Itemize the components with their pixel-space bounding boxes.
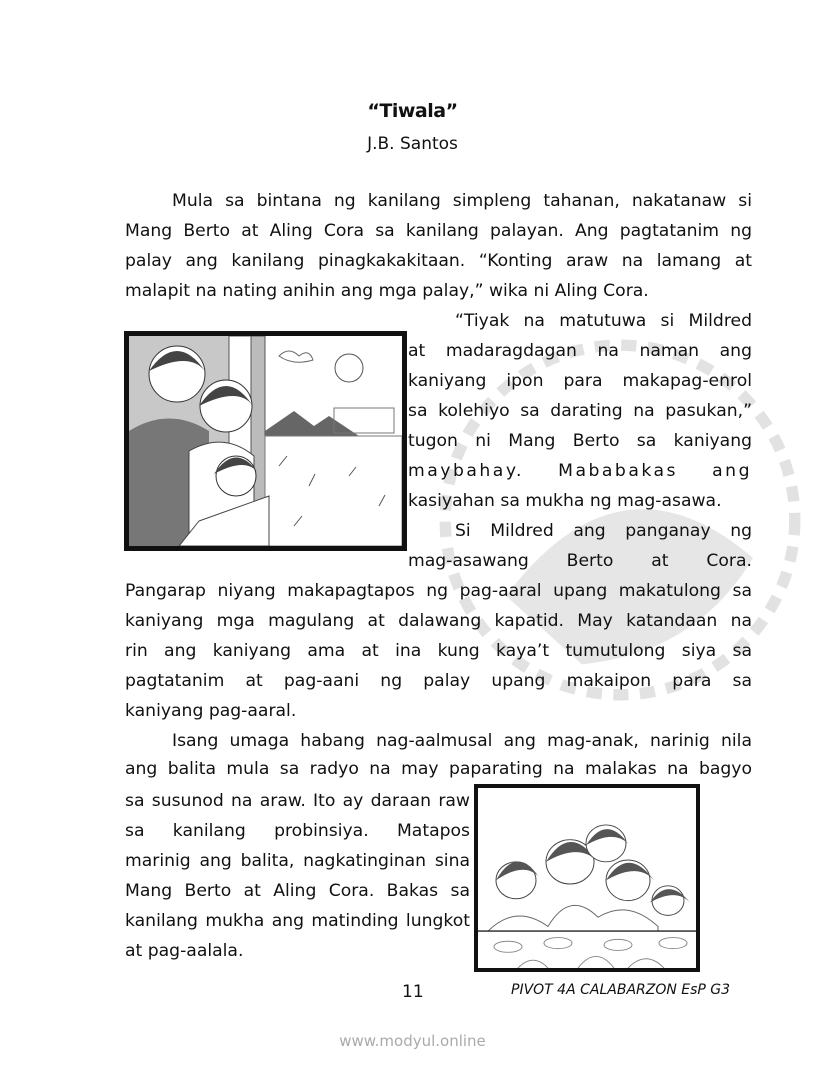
- text-line: kasiyahan sa mukha ng mag-asawa.: [408, 491, 722, 511]
- text-line: sa kolehiyo sa darating na pasukan,”: [408, 401, 752, 421]
- family-window-drawing: [129, 336, 402, 546]
- footer-series-label: PIVOT 4A CALABARZON EsP G3: [511, 982, 731, 998]
- text-line: Isang umaga habang nag-aalmusal ang mag-anak, narinig nila: [172, 731, 752, 751]
- text-line: Mang Berto at Aling Cora sa kanilang palayan. Ang pagtatanim ng: [125, 221, 752, 241]
- story-author: J.B. Santos: [367, 134, 458, 154]
- illustration-family-breakfast: [474, 784, 700, 972]
- story-title: “Tiwala”: [367, 100, 458, 122]
- text-line: marinig ang balita, nagkatinginan sina: [125, 851, 470, 871]
- text-line: maybahay. Mababakas ang: [408, 461, 752, 481]
- text-line: kaniyang ipon para makapag-enrol: [408, 371, 752, 391]
- text-line: at madaragdagan na naman ang: [408, 341, 752, 361]
- text-line: mag-asawang Berto at Cora.: [408, 551, 752, 571]
- text-line: Si Mildred ang panganay ng: [455, 521, 752, 541]
- text-line: rin ang kaniyang ama at ina kung kaya’t tumutulong siya sa: [125, 641, 752, 661]
- text-line: pagtatanim at pag-aani ng palay upang makaipon para sa: [125, 671, 752, 691]
- site-watermark: www.modyul.online: [339, 1032, 486, 1050]
- text-line: at pag-aalala.: [125, 941, 244, 961]
- text-line: “Tiyak na matutuwa si Mildred: [455, 311, 752, 331]
- text-line: malapit na nating anihin ang mga palay,” wika ni Aling Cora.: [125, 281, 649, 301]
- text-line: kaniyang mga magulang at dalawang kapatid. May katandaan na: [125, 611, 752, 631]
- text-line: Pangarap niyang makapagtapos ng pag-aaral upang makatulong sa: [125, 581, 752, 601]
- text-line: tugon ni Mang Berto sa kaniyang: [408, 431, 752, 451]
- text-line: sa susunod na araw. Ito ay daraan raw: [125, 791, 470, 811]
- family-breakfast-drawing: [478, 788, 696, 968]
- text-line: ang balita mula sa radyo na may paparating na malakas na bagyo: [125, 759, 752, 779]
- page-number: 11: [402, 982, 424, 1002]
- text-line: kaniyang pag-aaral.: [125, 701, 297, 721]
- text-line: palay ang kanilang pinagkakakitaan. “Konting araw na lamang at: [125, 251, 752, 271]
- text-line: kanilang mukha ang matinding lungkot: [125, 911, 470, 931]
- text-line: Mang Berto at Aling Cora. Bakas sa: [125, 881, 470, 901]
- text-line: sa kanilang probinsiya. Matapos: [125, 821, 470, 841]
- text-line: Mula sa bintana ng kanilang simpleng tahanan, nakatanaw si: [172, 191, 752, 211]
- illustration-family-window: [124, 331, 407, 551]
